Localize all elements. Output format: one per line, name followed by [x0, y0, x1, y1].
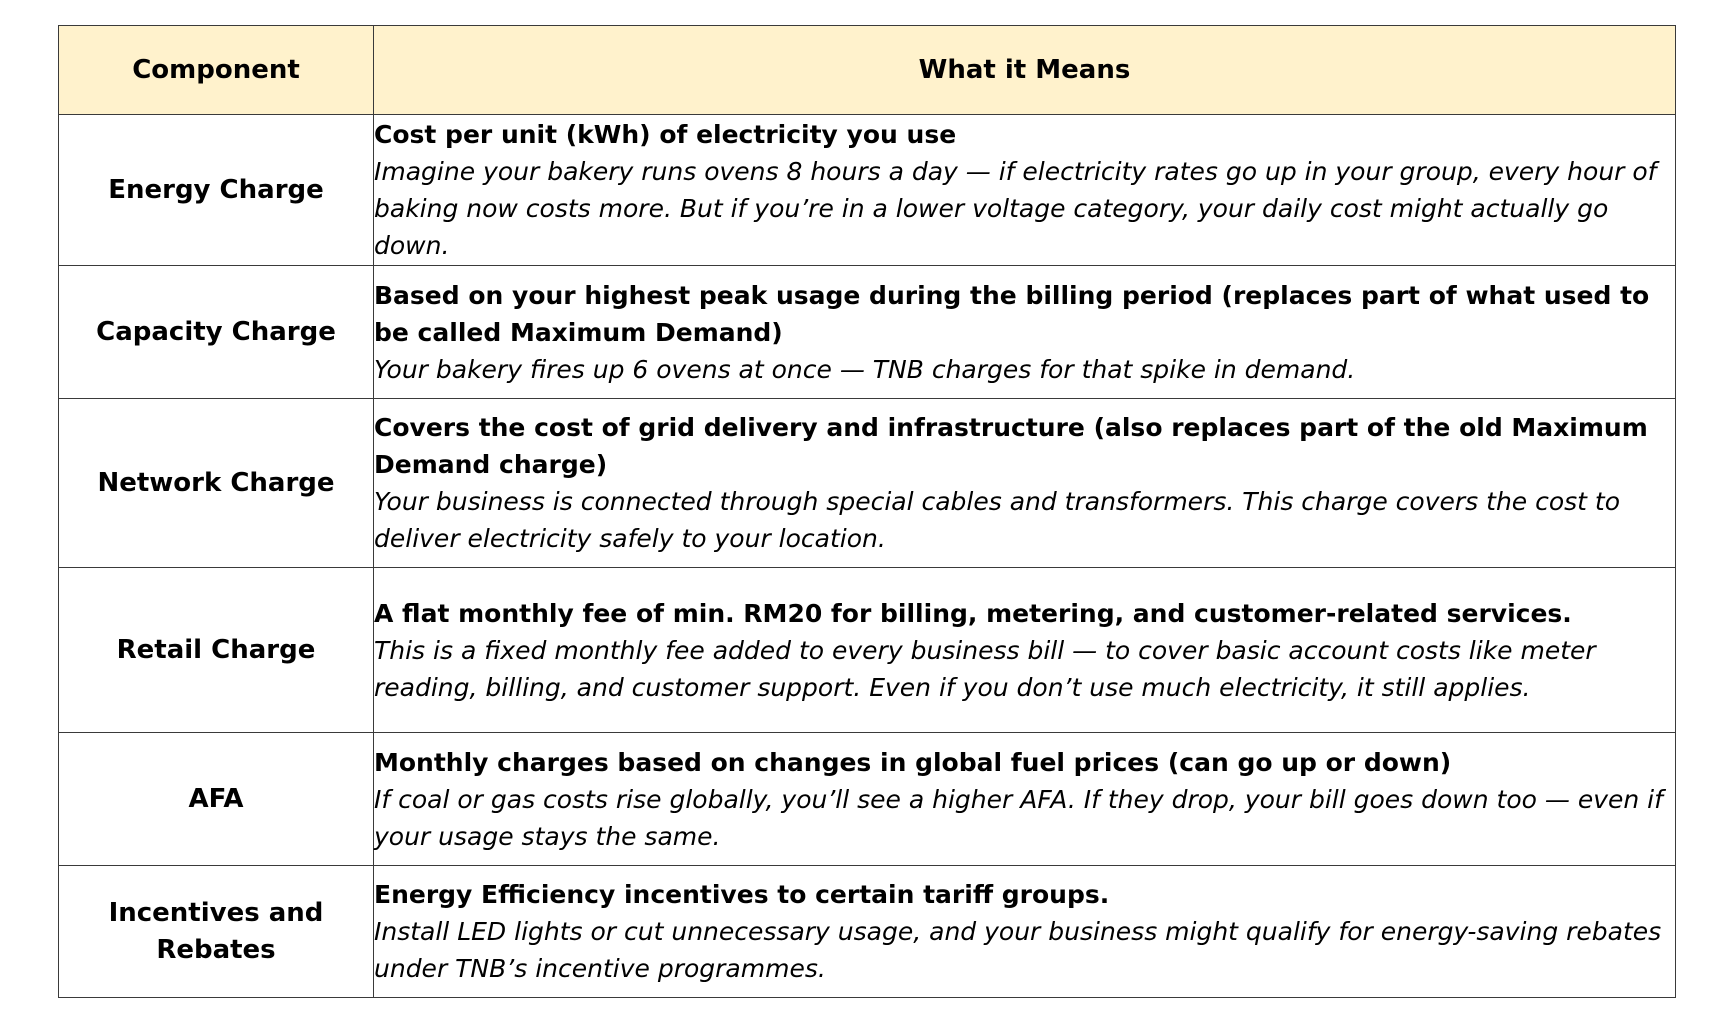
meaning-cell [374, 399, 1676, 568]
column-header-meaning: What it Means [374, 26, 1676, 115]
meaning-example: Your bakery fires up 6 ovens at once — TNB charges for that spike in demand. [374, 354, 1356, 384]
meaning-example: This is a fixed monthly fee added to every business bill — to cover basic account costs like meter reading, billing, and customer support. Even if you don’t use much electricity, it still applies. [374, 635, 1596, 702]
component-name: Network Charge [59, 399, 374, 568]
meaning-title: Monthly charges based on changes in global fuel prices (can go up or down) [374, 747, 1452, 777]
meaning-title: Cost per unit (kWh) of electricity you use [374, 120, 957, 149]
table-row [59, 568, 1676, 733]
meaning-example: If coal or gas costs rise globally, you’ll see a higher AFA. If they drop, your bill goes down too — even if your usage stays the same. [374, 784, 1663, 851]
table-row [59, 866, 1676, 998]
tariff-components-table [58, 25, 1676, 998]
table-row [59, 115, 1676, 266]
meaning-title: A flat monthly fee of min. RM20 for billing, metering, and customer-related services. [374, 598, 1572, 628]
component-name: Incentives and Rebates [59, 866, 374, 998]
meaning-example: Imagine your bakery runs ovens 8 hours a day — if electricity rates go up in your group, every hour of baking now costs more. But if you’re in a lower voltage category, your daily cost might actually go down. [374, 157, 1657, 260]
meaning-example: Install LED lights or cut unnecessary usage, and your business might qualify for energy-saving rebates under TNB’s incentive programmes. [374, 917, 1662, 983]
table-row [59, 266, 1676, 399]
table-row [59, 399, 1676, 568]
table-row [59, 733, 1676, 866]
meaning-cell [374, 266, 1676, 399]
meaning-cell [374, 115, 1676, 266]
column-header-component: Component [59, 26, 374, 115]
meaning-cell [374, 568, 1676, 733]
table-header-row [59, 26, 1676, 115]
component-name: Capacity Charge [59, 266, 374, 399]
component-name: AFA [59, 733, 374, 866]
meaning-cell [374, 733, 1676, 866]
component-name: Energy Charge [59, 115, 374, 266]
component-name: Retail Charge [59, 568, 374, 733]
meaning-title: Covers the cost of grid delivery and infrastructure (also replaces part of the old Maximum Demand charge) [374, 413, 1648, 479]
meaning-title: Based on your highest peak usage during the billing period (replaces part of what used to be called Maximum Demand) [374, 280, 1650, 347]
meaning-title: Energy Efficiency incentives to certain tariff groups. [374, 880, 1110, 909]
meaning-example: Your business is connected through special cables and transformers. This charge covers the cost to deliver electricity safely to your location. [374, 487, 1621, 553]
meaning-cell [374, 866, 1676, 998]
